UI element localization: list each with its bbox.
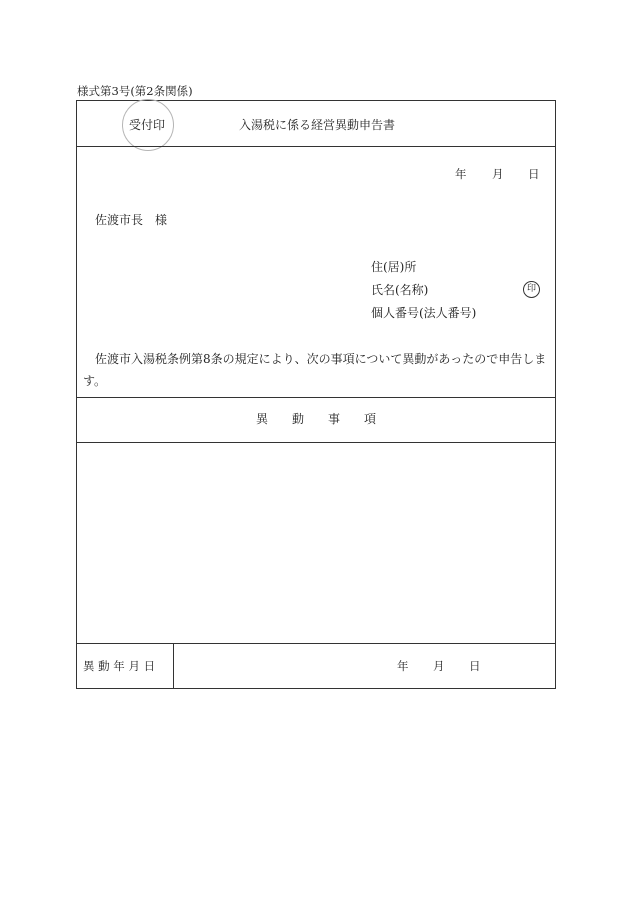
change-items-area[interactable] (77, 443, 555, 643)
addressee: 佐渡市長 様 (95, 213, 168, 227)
date-year-label: 年 (455, 167, 467, 181)
document-title: 入湯税に係る経営異動申告書 (239, 118, 396, 132)
divider-header (77, 146, 555, 147)
change-items-heading: 異 動 事 項 (255, 412, 376, 426)
date-month-label: 月 (492, 167, 504, 181)
declaration-text: 佐渡市入湯税条例第8条の規定により、次の事項について異動があったので申告します。 (83, 352, 547, 388)
address-label: 住(居)所 (371, 260, 417, 274)
seal-icon: 印 (523, 281, 540, 298)
change-date-label: 異 動 年 月 日 (83, 659, 156, 673)
reception-stamp-label: 受付印 (129, 118, 166, 132)
change-date-month-label: 月 (433, 659, 445, 673)
divider-declaration (77, 397, 555, 398)
form-number-label: 様式第3号(第2条関係) (77, 84, 193, 98)
id-number-label: 個人番号(法人番号) (371, 306, 477, 320)
change-date-day-label: 日 (469, 659, 481, 673)
change-date-year-label: 年 (397, 659, 409, 673)
divider-content (77, 643, 555, 644)
declaration-form (76, 100, 556, 689)
change-date-divider (173, 643, 174, 688)
date-day-label: 日 (528, 167, 540, 181)
name-label: 氏名(名称) (371, 283, 429, 297)
